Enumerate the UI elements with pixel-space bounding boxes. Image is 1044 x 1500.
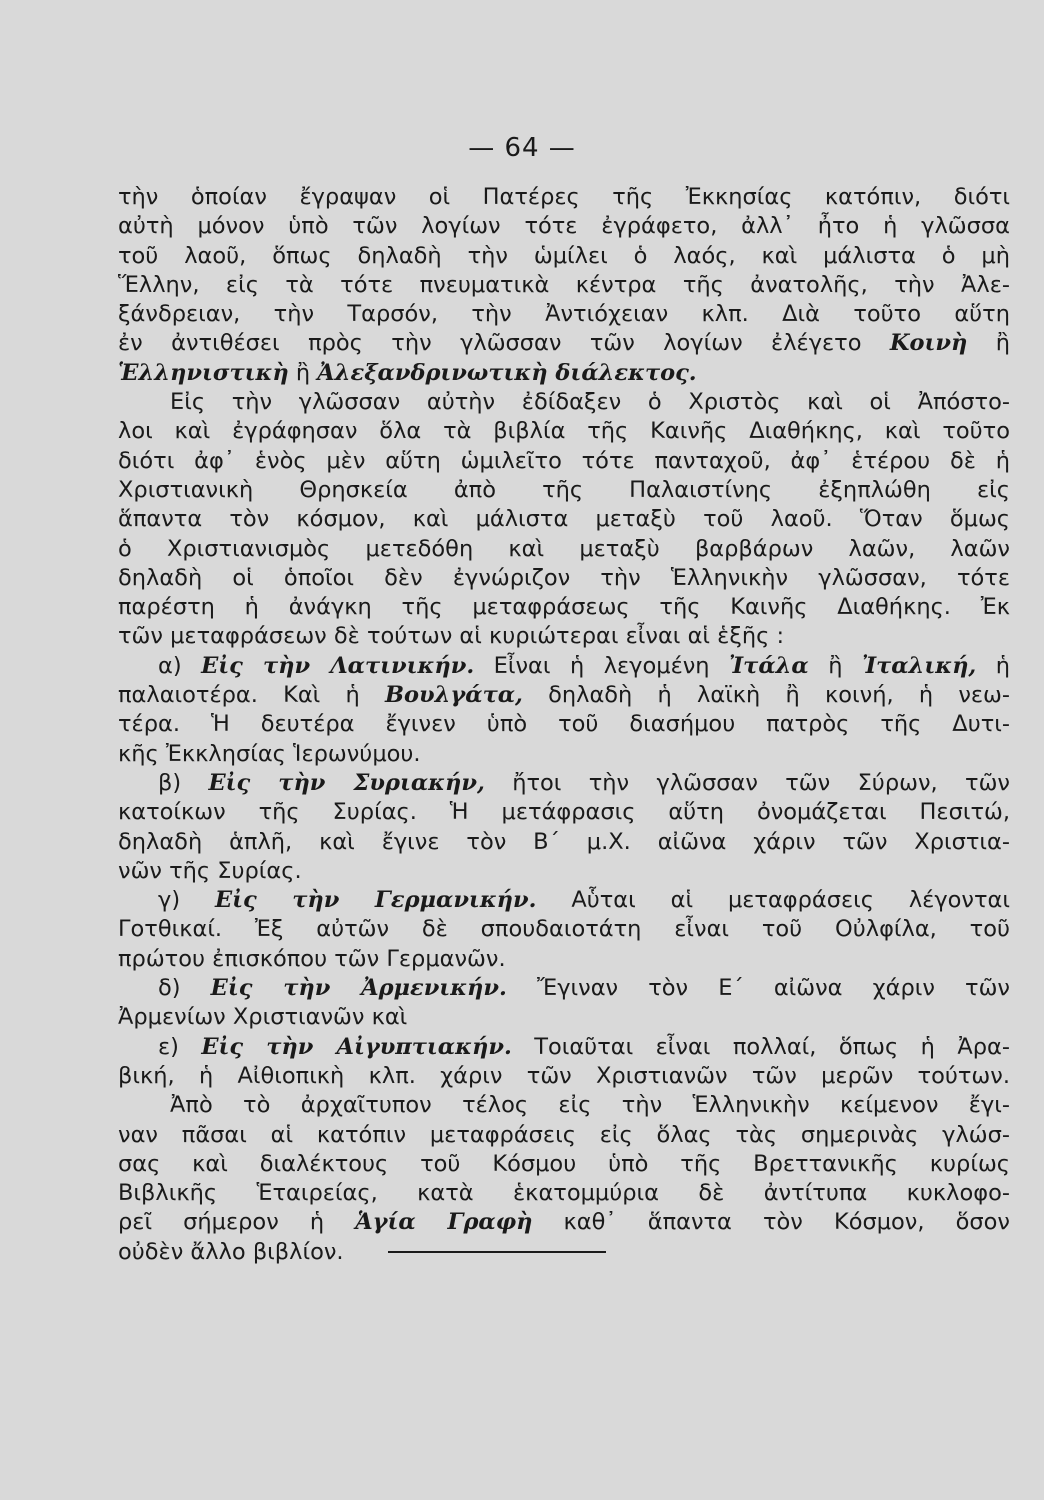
text-line <box>118 447 1010 476</box>
text-run: δηλαδὴ οἱ ὁποῖοι δὲν ἐγνώριζον τὴν Ἑλληνικὴν γλῶσσαν, τότε <box>118 564 1010 591</box>
text-line <box>118 622 1010 651</box>
text-line <box>118 1179 1010 1208</box>
text-run: παλαιοτέρα. Καὶ ἡ <box>118 682 386 709</box>
text-run: βική, ἡ Αἰθιοπικὴ κλπ. χάριν τῶν Χριστιανῶν τῶν μερῶν τούτων. <box>118 1062 1010 1089</box>
text-line <box>118 769 1010 798</box>
text-run: ρεῖ σήμερον ἡ <box>118 1209 356 1236</box>
text-run: κῆς Ἐκκλησίας Ἱερωνύμου. <box>118 740 421 767</box>
text-run: Βιβλικῆς Ἑταιρείας, κατὰ ἑκατομμύρια δὲ ἀντίτυπα κυκλοφο- <box>118 1180 1010 1207</box>
text-run: ἢ <box>967 330 1010 357</box>
text-line <box>118 1091 1010 1120</box>
emphasized-term: Ἰτάλα <box>729 652 809 679</box>
text-run: ἢ <box>288 359 318 386</box>
text-line <box>118 476 1010 505</box>
text-line <box>118 857 1010 886</box>
text-run: τῶν μεταφράσεων δὲ τούτων αἱ κυριώτεραι εἶναι αἱ ἑξῆς : <box>118 623 785 650</box>
text-line <box>118 564 1010 593</box>
text-line <box>118 886 1010 915</box>
text-line <box>118 242 1010 271</box>
text-line <box>118 417 1010 446</box>
text-run: γ) <box>158 887 215 914</box>
text-run: ε) <box>158 1033 202 1060</box>
text-run: ξάνδρειαν, τὴν Ταρσόν, τὴν Ἀντιόχειαν κλπ. Διὰ τοῦτο αὕτη <box>118 301 1010 328</box>
page-text <box>118 183 1010 1267</box>
text-line <box>118 593 1010 622</box>
text-run: α) <box>158 652 202 679</box>
text-line <box>118 505 1010 534</box>
text-line <box>118 681 1010 710</box>
text-run: παρέστη ἡ ἀνάγκη τῆς μεταφράσεως τῆς Καινῆς Διαθήκης. Ἐκ <box>118 594 1010 621</box>
text-run: Ἔγιναν τὸν Ε΄ αἰῶνα χάριν τῶν <box>506 975 1011 1002</box>
text-line <box>118 915 1010 944</box>
text-run: καθ᾿ ἅπαντα τὸν Κόσμον, ὅσον <box>532 1209 1010 1236</box>
text-line <box>118 1238 1010 1267</box>
text-run: ναν πᾶσαι αἱ κατόπιν μεταφράσεις εἰς ὅλας τὰς σημερινὰς γλώσ- <box>118 1121 1010 1148</box>
text-line <box>118 212 1010 241</box>
text-run: ἢ <box>808 652 862 679</box>
text-line <box>118 388 1010 417</box>
text-line <box>118 974 1010 1003</box>
text-run: Ἀπὸ τὸ ἀρχαῖτυπον τέλος εἰς τὴν Ἑλληνικὴν κείμενον ἔγι- <box>170 1092 1010 1119</box>
emphasized-term: Ἰταλική, <box>861 652 977 679</box>
text-line <box>118 740 1010 769</box>
end-rule <box>388 1251 606 1253</box>
text-run: ἡ <box>976 652 1010 679</box>
text-run: Ἕλλην, εἰς τὰ τότε πνευματικὰ κέντρα τῆς ἀνατολῆς, τὴν Ἀλε- <box>118 271 1010 298</box>
text-line <box>118 359 1010 388</box>
emphasized-term: Βουλγάτα, <box>385 682 523 709</box>
text-run: δ) <box>158 975 211 1002</box>
text-line <box>118 535 1010 564</box>
emphasized-term: Κοινὴ <box>889 330 968 357</box>
text-run: ἐν ἀντιθέσει πρὸς τὴν γλῶσσαν τῶν λογίων ἐλέγετο <box>118 330 890 357</box>
text-run: Τοιαῦται εἶναι πολλαί, ὅπως ἡ Ἀρα- <box>511 1033 1010 1060</box>
text-run: διότι ἀφ᾿ ἑνὸς μὲν αὕτη ὡμιλεῖτο τότε πανταχοῦ, ἀφ᾿ ἑτέρου δὲ ἡ <box>118 447 1010 474</box>
text-run: τέρα. Ἡ δευτέρα ἔγινεν ὑπὸ τοῦ διασήμου πατρὸς τῆς Δυτι- <box>118 711 1010 738</box>
emphasized-term: Εἰς τὴν Ἀρμενικήν. <box>210 975 507 1002</box>
emphasized-term: Ἑλληνιστικὴ <box>118 359 289 386</box>
text-run: δηλαδὴ ἁπλῆ, καὶ ἔγινε τὸν Β΄ μ.Χ. αἰῶνα χάριν τῶν Χριστια- <box>118 828 1010 855</box>
text-run: ἅπαντα τὸν κόσμον, καὶ μάλιστα μεταξὺ τοῦ λαοῦ. Ὅταν ὅμως <box>118 506 1010 533</box>
emphasized-term: Ἁγία Γραφὴ <box>355 1209 533 1236</box>
emphasized-term: Ἀλεξανδρινωτικὴ διάλεκτος. <box>317 359 697 386</box>
text-line <box>118 798 1010 827</box>
text-run: Εἶναι ἡ λεγομένη <box>474 652 730 679</box>
text-run: δηλαδὴ ἡ λαϊκὴ ἢ κοινή, ἡ νεω- <box>522 682 1011 709</box>
text-line <box>118 710 1010 739</box>
text-line <box>118 1033 1010 1062</box>
page-number: — 64 — <box>468 133 576 163</box>
text-run: Ἀρμενίων Χριστιανῶν καὶ <box>118 1004 408 1031</box>
emphasized-term: Εἰς τὴν Γερμανικήν. <box>214 887 537 914</box>
text-run: Εἰς τὴν γλῶσσαν αὐτὴν ἐδίδαξεν ὁ Χριστὸς καὶ οἱ Ἀπόστο- <box>170 389 1010 416</box>
text-run: β) <box>158 769 209 796</box>
text-line <box>118 828 1010 857</box>
text-run: Αὗται αἱ μεταφράσεις λέγονται <box>536 887 1010 914</box>
text-line <box>118 1208 1010 1237</box>
text-run: ἤτοι τὴν γλῶσσαν τῶν Σύρων, τῶν <box>484 769 1010 796</box>
text-run: νῶν τῆς Συρίας. <box>118 857 302 884</box>
emphasized-term: Εἰς τὴν Συριακήν, <box>208 769 485 796</box>
text-run: Γοτθικαί. Ἐξ αὐτῶν δὲ σπουδαιοτάτη εἶναι τοῦ Οὐλφίλα, τοῦ <box>118 916 1010 943</box>
text-line <box>118 1121 1010 1150</box>
text-line <box>118 945 1010 974</box>
text-run: πρώτου ἐπισκόπου τῶν Γερμανῶν. <box>118 945 506 972</box>
emphasized-term: Εἰς τὴν Αἰγυπτιακήν. <box>201 1033 512 1060</box>
text-line <box>118 652 1010 681</box>
text-run: ὁ Χριστιανισμὸς μετεδόθη καὶ μεταξὺ βαρβάρων λαῶν, λαῶν <box>118 535 1010 562</box>
text-run: λοι καὶ ἐγράφησαν ὅλα τὰ βιβλία τῆς Καινῆς Διαθήκης, καὶ τοῦτο <box>118 418 1010 445</box>
text-line <box>118 1062 1010 1091</box>
text-run: οὐδὲν ἄλλο βιβλίον. <box>118 1238 344 1265</box>
text-line <box>118 271 1010 300</box>
text-line <box>118 329 1010 358</box>
text-run: σας καὶ διαλέκτους τοῦ Κόσμου ὑπὸ τῆς Βρεττανικῆς κυρίως <box>118 1150 1010 1177</box>
emphasized-term: Εἰς τὴν Λατινικήν. <box>201 652 475 679</box>
text-run: κατοίκων τῆς Συρίας. Ἡ μετάφρασις αὕτη ὀνομάζεται Πεσιτώ, <box>118 799 1010 826</box>
text-line <box>118 300 1010 329</box>
text-run: αὐτὴ μόνον ὑπὸ τῶν λογίων τότε ἐγράφετο, ἀλλ᾿ ἦτο ἡ γλῶσσα <box>118 213 1010 240</box>
text-run: Χριστιανικὴ Θρησκεία ἀπὸ τῆς Παλαιστίνης ἐξηπλώθη εἰς <box>118 476 1010 503</box>
text-run: τοῦ λαοῦ, ὅπως δηλαδὴ τὴν ὡμίλει ὁ λαός, καὶ μάλιστα ὁ μὴ <box>118 242 1010 269</box>
text-line <box>118 183 1010 212</box>
text-line <box>118 1003 1010 1032</box>
text-run: τὴν ὁποίαν ἔγραψαν οἱ Πατέρες τῆς Ἐκκησίας κατόπιν, διότι <box>118 184 1010 210</box>
text-line <box>118 1150 1010 1179</box>
